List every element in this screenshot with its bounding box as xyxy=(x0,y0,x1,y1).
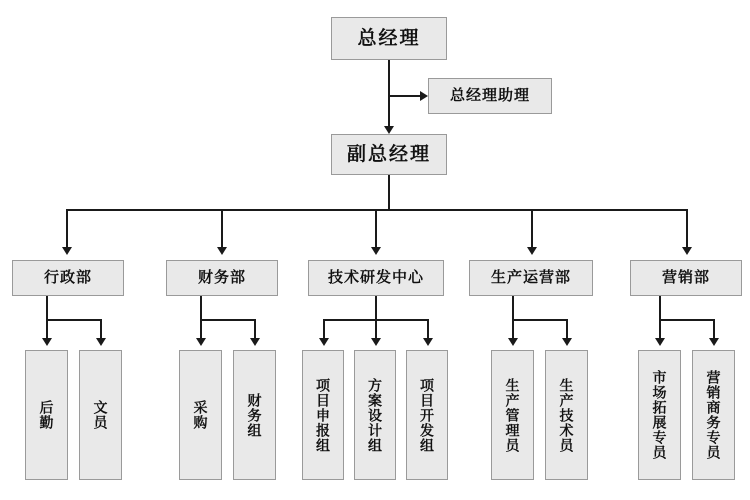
arrowhead-dept-5 xyxy=(682,247,692,255)
node-department-1[interactable]: 行政部 xyxy=(12,260,124,296)
connector-dept3-child3 xyxy=(427,319,429,338)
node-dept3-child-1[interactable]: 项目申报组 xyxy=(302,350,344,480)
connector-dept3-stem xyxy=(375,296,377,320)
connector-dept1-child1 xyxy=(46,319,48,338)
connector-deputy-down xyxy=(388,175,390,210)
connector-dept3-child1 xyxy=(323,319,325,338)
arrowhead-dept-4 xyxy=(527,247,537,255)
sub-bus-dept4 xyxy=(512,319,568,321)
arrowhead-dept5-child2 xyxy=(709,338,719,346)
connector-dept1-stem xyxy=(46,296,48,320)
arrowhead-dept-3 xyxy=(371,247,381,255)
node-dept2-child-1[interactable]: 采购 xyxy=(179,350,222,480)
node-dept4-child-1[interactable]: 生产管理员 xyxy=(491,350,534,480)
connector-dept-3 xyxy=(375,209,377,247)
connector-dept4-child1 xyxy=(512,319,514,338)
node-dept2-child-2[interactable]: 财务组 xyxy=(233,350,276,480)
arrowhead-dept5-child1 xyxy=(655,338,665,346)
sub-bus-dept2 xyxy=(200,319,256,321)
node-department-5[interactable]: 营销部 xyxy=(630,260,742,296)
sub-bus-dept1 xyxy=(46,319,102,321)
node-department-4[interactable]: 生产运营部 xyxy=(469,260,593,296)
connector-dept5-child1 xyxy=(659,319,661,338)
connector-dept-5 xyxy=(686,209,688,247)
connector-dept1-child2 xyxy=(100,319,102,338)
connector-dept-4 xyxy=(531,209,533,247)
node-deputy-gm[interactable]: 副总经理 xyxy=(331,134,447,175)
node-dept5-child-1[interactable]: 市场拓展专员 xyxy=(638,350,681,480)
connector-gm-to-assistant xyxy=(388,95,421,97)
arrowhead-dept1-child1 xyxy=(42,338,52,346)
node-dept3-child-2[interactable]: 方案设计组 xyxy=(354,350,396,480)
connector-gm-vertical xyxy=(388,60,390,126)
node-department-3[interactable]: 技术研发中心 xyxy=(308,260,444,296)
node-dept4-child-2[interactable]: 生产技术员 xyxy=(545,350,588,480)
node-dept3-child-3[interactable]: 项目开发组 xyxy=(406,350,448,480)
arrowhead-deputy-gm xyxy=(384,126,394,134)
connector-dept4-stem xyxy=(512,296,514,320)
arrowhead-dept3-child3 xyxy=(423,338,433,346)
arrowhead-dept2-child1 xyxy=(196,338,206,346)
node-general-manager[interactable]: 总经理 xyxy=(331,17,447,60)
arrowhead-dept2-child2 xyxy=(250,338,260,346)
connector-dept2-child1 xyxy=(200,319,202,338)
arrowhead-dept4-child1 xyxy=(508,338,518,346)
connector-dept2-child2 xyxy=(254,319,256,338)
connector-dept2-stem xyxy=(200,296,202,320)
connector-dept5-stem xyxy=(659,296,661,320)
connector-dept-2 xyxy=(221,209,223,247)
arrowhead-assistant xyxy=(420,91,428,101)
connector-dept3-child2 xyxy=(375,319,377,338)
arrowhead-dept1-child2 xyxy=(96,338,106,346)
arrowhead-dept-1 xyxy=(62,247,72,255)
connector-dept-1 xyxy=(66,209,68,247)
node-gm-assistant[interactable]: 总经理助理 xyxy=(428,78,552,114)
node-department-2[interactable]: 财务部 xyxy=(166,260,278,296)
node-dept1-child-2[interactable]: 文员 xyxy=(79,350,122,480)
arrowhead-dept3-child2 xyxy=(371,338,381,346)
sub-bus-dept5 xyxy=(659,319,715,321)
node-dept5-child-2[interactable]: 营销商务专员 xyxy=(692,350,735,480)
node-dept1-child-1[interactable]: 后勤 xyxy=(25,350,68,480)
arrowhead-dept-2 xyxy=(217,247,227,255)
arrowhead-dept4-child2 xyxy=(562,338,572,346)
connector-dept4-child2 xyxy=(566,319,568,338)
arrowhead-dept3-child1 xyxy=(319,338,329,346)
connector-dept5-child2 xyxy=(713,319,715,338)
